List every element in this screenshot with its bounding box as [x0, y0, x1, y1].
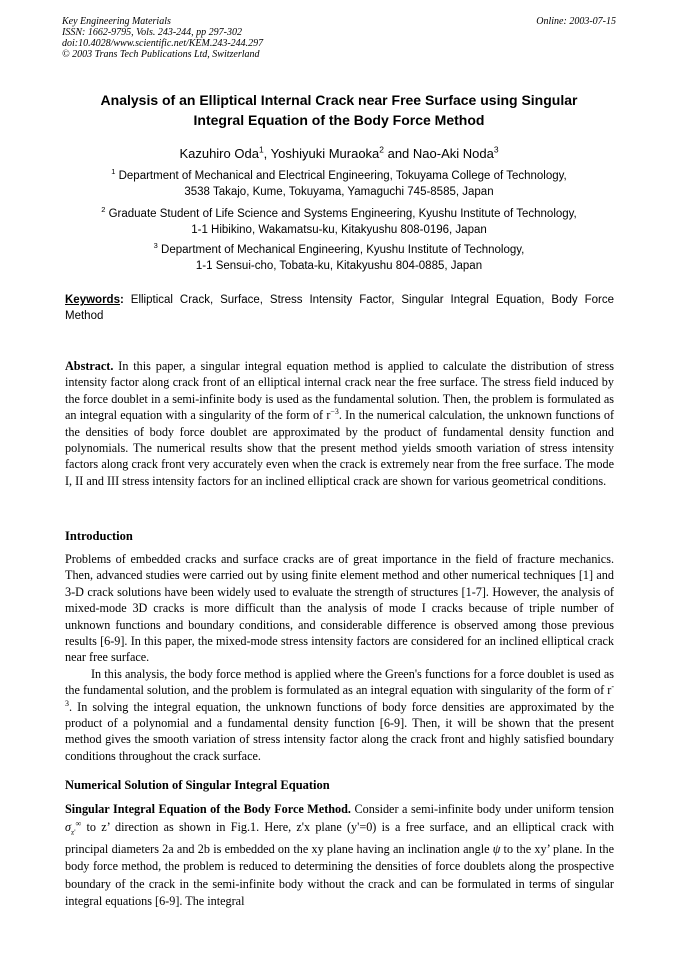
keywords	[65, 292, 614, 324]
affiliation-num: 2	[101, 205, 106, 215]
abstract-exponent: −3	[330, 407, 339, 417]
affiliation-line-2: 1-1 Hibikino, Wakamatsu-ku, Kitakyushu 808-0196, Japan	[191, 224, 487, 236]
issn-line: ISSN: 1662-9795, Vols. 243-244, pp 297-302	[62, 27, 242, 38]
affiliation-line-1: Graduate Student of Life Science and Systems Engineering, Kyushu Institute of Technology,	[105, 208, 577, 220]
introduction-paragraph-2	[65, 666, 614, 764]
sigma-superscript: ∞	[75, 818, 82, 828]
journal-header	[62, 16, 616, 60]
paper-title	[40, 90, 638, 130]
author-sup: 2	[379, 144, 384, 155]
affiliation	[40, 168, 638, 200]
numerical-text-2: to z’ direction as shown in Fig.1. Here, z'x plane (y'=0) is a free surface, and an elliptical crack with principal diameters 2a and 2b is embedded on the xy plane having an inclination angle	[65, 819, 614, 856]
author-sep: ,	[263, 146, 271, 161]
journal-name: Key Engineering Materials	[62, 16, 171, 27]
introduction-heading: Introduction	[65, 529, 133, 543]
sigma-symbol: σ	[65, 819, 72, 834]
abstract	[65, 358, 614, 489]
abstract-label: Abstract.	[65, 359, 114, 373]
keywords-label: Keywords	[65, 294, 120, 306]
numerical-text-1: Consider a semi-infinite body under uniform tension	[350, 802, 614, 816]
title-line-1: Analysis of an Elliptical Internal Crack near Free Surface using Singular	[100, 92, 578, 108]
introduction-body	[65, 551, 614, 764]
intro-p2-text-b: . In solving the integral equation, the unknown functions of body force densities are approximated by the product of a polynomial and a fundamental density function [6-9]. Then, it will be shown that the present method gives the smooth variation of stress intensity factor along the crack front and highly satisfied boundary conditions throughout the crack surface.	[65, 699, 614, 763]
author-sep: and	[383, 146, 413, 161]
numerical-text-3: to the xy’ plane. In the body force method, the problem is reduced to determining the densities of force doublets along the prospective boundary of the crack in the semi-infinite body without the crack and can be formulated in terms of singular integral equations [6-9]. The integral	[65, 841, 614, 909]
author-sup: 3	[493, 144, 499, 155]
abstract-text-b: . In the numerical calculation, the unknown functions of the densities of body force doublet are approximated by the product of fundamental density function and polynomials. The numerical results show that the present method yields smooth variation of stress intensity factors along crack front very accurately even when the crack is extremely near from the free surface. The mode I, II and III stress intensity factors for an inclined elliptical crack are shown for various geometrical conditions.	[65, 408, 615, 488]
introduction-paragraph-1: Problems of embedded cracks and surface cracks are of great importance in the field of fracture mechanics. Then, advanced studies were carried out by using finite element method and other numerical techniques [1] and 3-D crack solutions have been widely used to evaluate the strength of structures [1-7]. However, the analysis of mixed-mode 3D cracks is more difficult than the analysis of mode I cracks because of triple number of unknown functions and boundary conditions, and considerable difference is observed among those previous results [6-9]. In this paper, the mixed-mode stress intensity factors are considered for an inclined elliptical crack near free surface.	[65, 552, 614, 665]
affiliation	[40, 206, 638, 238]
online-date: Online: 2003-07-15	[536, 16, 616, 27]
numerical-body	[65, 801, 614, 911]
author-sup: 1	[258, 144, 264, 155]
numerical-subheading: Singular Integral Equation of the Body Force Method.	[65, 802, 351, 816]
abstract-text-a: In this paper, a singular integral equation method is applied to calculate the distribution of stress intensity factor along crack front of an elliptical internal crack near the free surface. The stress field induced by the force doublet in a semi-infinite body is used as the fundamental solution. Then, the problem is formulated as an integral equation with a singularity of the form of r	[65, 359, 614, 423]
affiliation-line-2: 1-1 Sensui-cho, Tobata-ku, Kitakyushu 804-0885, Japan	[195, 260, 483, 272]
author-list	[40, 145, 638, 162]
keywords-colon: :	[119, 294, 124, 306]
numerical-heading: Numerical Solution of Singular Integral Equation	[65, 778, 330, 792]
intro-p2-text-a: In this analysis, the body force method is applied where the Green's functions for a force doublet is used as the fundamental solution, and the problem is formulated as an integral equation with singularity of the form of r	[65, 666, 614, 698]
author-name: Nao-Aki Noda	[412, 146, 494, 161]
intro-p2-exponent: -3	[65, 682, 614, 708]
psi-symbol: ψ	[492, 841, 501, 856]
affiliation-line-1: Department of Mechanical and Electrical Engineering, Tokuyama College of Technology,	[115, 170, 567, 182]
affiliation	[40, 242, 638, 274]
affiliation-line-1: Department of Mechanical Engineering, Kyushu Institute of Technology,	[157, 244, 525, 256]
author-name: Kazuhiro Oda	[179, 146, 259, 161]
affiliation-num: 3	[153, 241, 158, 251]
affiliation-num: 1	[111, 167, 116, 177]
author-name: Yoshiyuki Muraoka	[270, 146, 380, 161]
doi-line: doi:10.4028/www.scientific.net/KEM.243-244.297	[62, 38, 264, 49]
affiliation-line-2: 3538 Takajo, Kume, Tokuyama, Yamaguchi 745-8585, Japan	[184, 186, 494, 198]
copyright-line: © 2003 Trans Tech Publications Ltd, Switzerland	[62, 49, 260, 60]
title-line-2: Integral Equation of the Body Force Method	[193, 112, 485, 128]
keywords-text: Elliptical Crack, Surface, Stress Intensity Factor, Singular Integral Equation, Body Force Method	[65, 294, 614, 322]
sigma-subscript: z'	[71, 827, 76, 837]
